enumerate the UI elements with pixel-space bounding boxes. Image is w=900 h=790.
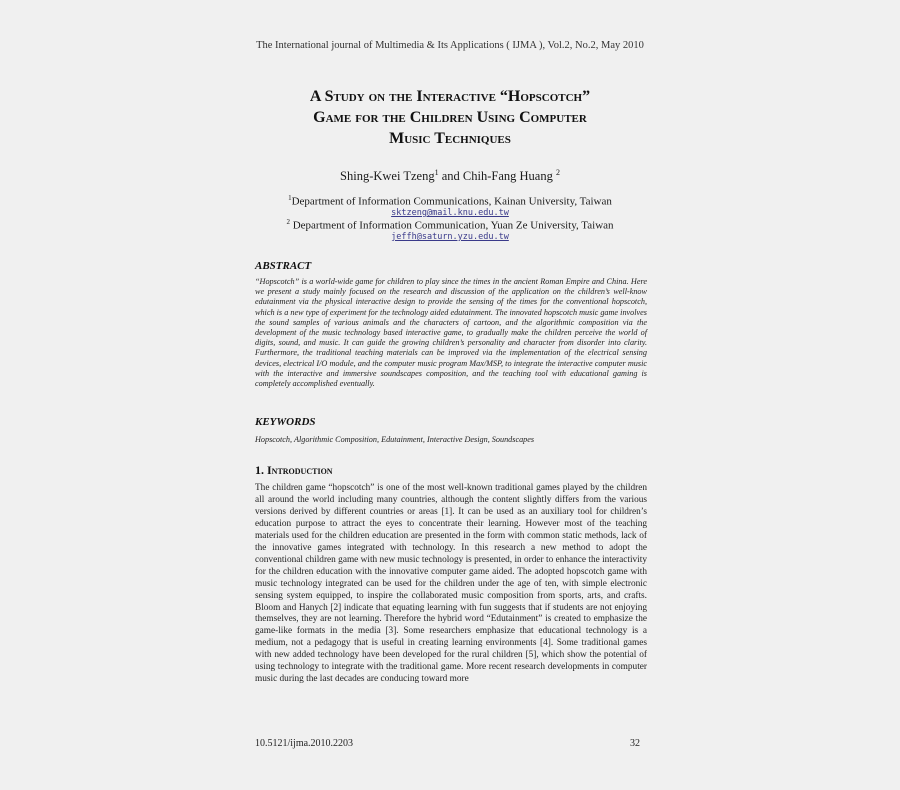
author-connector: and: [438, 169, 463, 184]
keywords-body: Hopscotch, Algorithmic Composition, Edutainment, Interactive Design, Soundscapes: [255, 435, 535, 444]
author-affiliation-mark: 2: [555, 168, 560, 177]
footer-doi: 10.5121/ijma.2010.2203: [255, 738, 354, 749]
title-line-1: A Study on the Interactive “Hopscotch”: [309, 88, 591, 105]
author-name: Shing-Kwei Tzeng: [340, 169, 435, 184]
keywords-heading: KEYWORDS: [255, 416, 316, 428]
running-header: The International journal of Multimedia & Its Applications ( IJMA ), Vol.2, No.2, May 2010: [256, 40, 644, 51]
introduction-body: The children game “hopscotch” is one of the most well-known traditional games played by the children all around the world including many countries, although the content slightly differs from the various versions derived by different countries or areas [1]. It can be used as an auxiliary tool for children’s education purpose to attract the eyes to concentrate their learning. However most of the teaching materials used for the children education are presented in the form with common static methods, lack of the innovative games integrated with technology. In this research a new method to adopt the conventional children game with new music technology is presented, in order to enhance the interactivity for the children education with the innovative computer game aided. The adopted hopscotch game with music technology integrated can be used for the children under the age of ten, with simple electronic sensing system equipped, to inspire the collaborated music composition from sports, arts, and crafts. Bloom and Hanych [2] indicate that equating learning with fun suggests that if students are not enjoying themselves, they are not learning. Therefore the hybrid word “Edutainment” is created to emphasize the game-like formats in the media [3]. Some researchers emphasize that educational technology is a medium, not a pedagogy that is useful in creating learning environments [4]. Some traditional games with new added technology have been developed for the rural children [5], which show the potential of using technology to integrate with the traditional game. More recent research developments in computer music during the last decades are conducing toward more: [255, 483, 647, 685]
affiliation-text: Department of Information Communications, Kainan University, Taiwan: [291, 195, 612, 208]
author-name: Chih-Fang Huang: [462, 169, 553, 184]
author-list: [0, 168, 900, 184]
affiliation: [0, 218, 900, 232]
affiliation-mark: 1: [288, 194, 292, 202]
affiliation-mark: 2: [286, 218, 290, 226]
email-link[interactable]: sktzeng@mail.knu.edu.tw: [391, 208, 509, 218]
abstract-heading: ABSTRACT: [255, 260, 312, 272]
page-number: 32: [630, 738, 640, 749]
email-link[interactable]: jeffh@saturn.yzu.edu.tw: [391, 232, 509, 242]
introduction-heading: 1. Introduction: [255, 463, 333, 477]
title-line-3: Music Techniques: [389, 130, 511, 147]
author-affiliation-mark: 1: [434, 168, 439, 177]
affiliation: [0, 194, 900, 208]
title-line-2: Game for the Children Using Computer: [313, 109, 587, 126]
abstract-body: “Hopscotch” is a world-wide game for children to play since the times in the ancient Roman Empire and China. Here we present a study mainly focused on the research and discussion of the application on the children’s well-know edutainment via the physical interactive design to provide the sensing of the times for the conventional hopscotch, which is a new type of experiment for the technology aided edutainment. The innovated hopscotch music game involves the sound samples of various animals and the characters of cartoon, and the algorithmic composition via the development of the music technology based interactive game, to gradually make the children perceive the world of digits, sound, and music. It can guide the growing children’s personality and character from disorder into clarity. Furthermore, the traditional teaching materials can be improved via the implementation of the electrical sensing devices, electrical I/O module, and the computer music program Max/MSP, to integrate the interactive computer music with the interactive and immersive soundscapes composition, and the teaching tool with educational gaming is completely accomplished eventually.: [255, 277, 647, 389]
paper-title: [200, 86, 700, 149]
affiliation-text: Department of Information Communication, Yuan Ze University, Taiwan: [289, 219, 614, 232]
